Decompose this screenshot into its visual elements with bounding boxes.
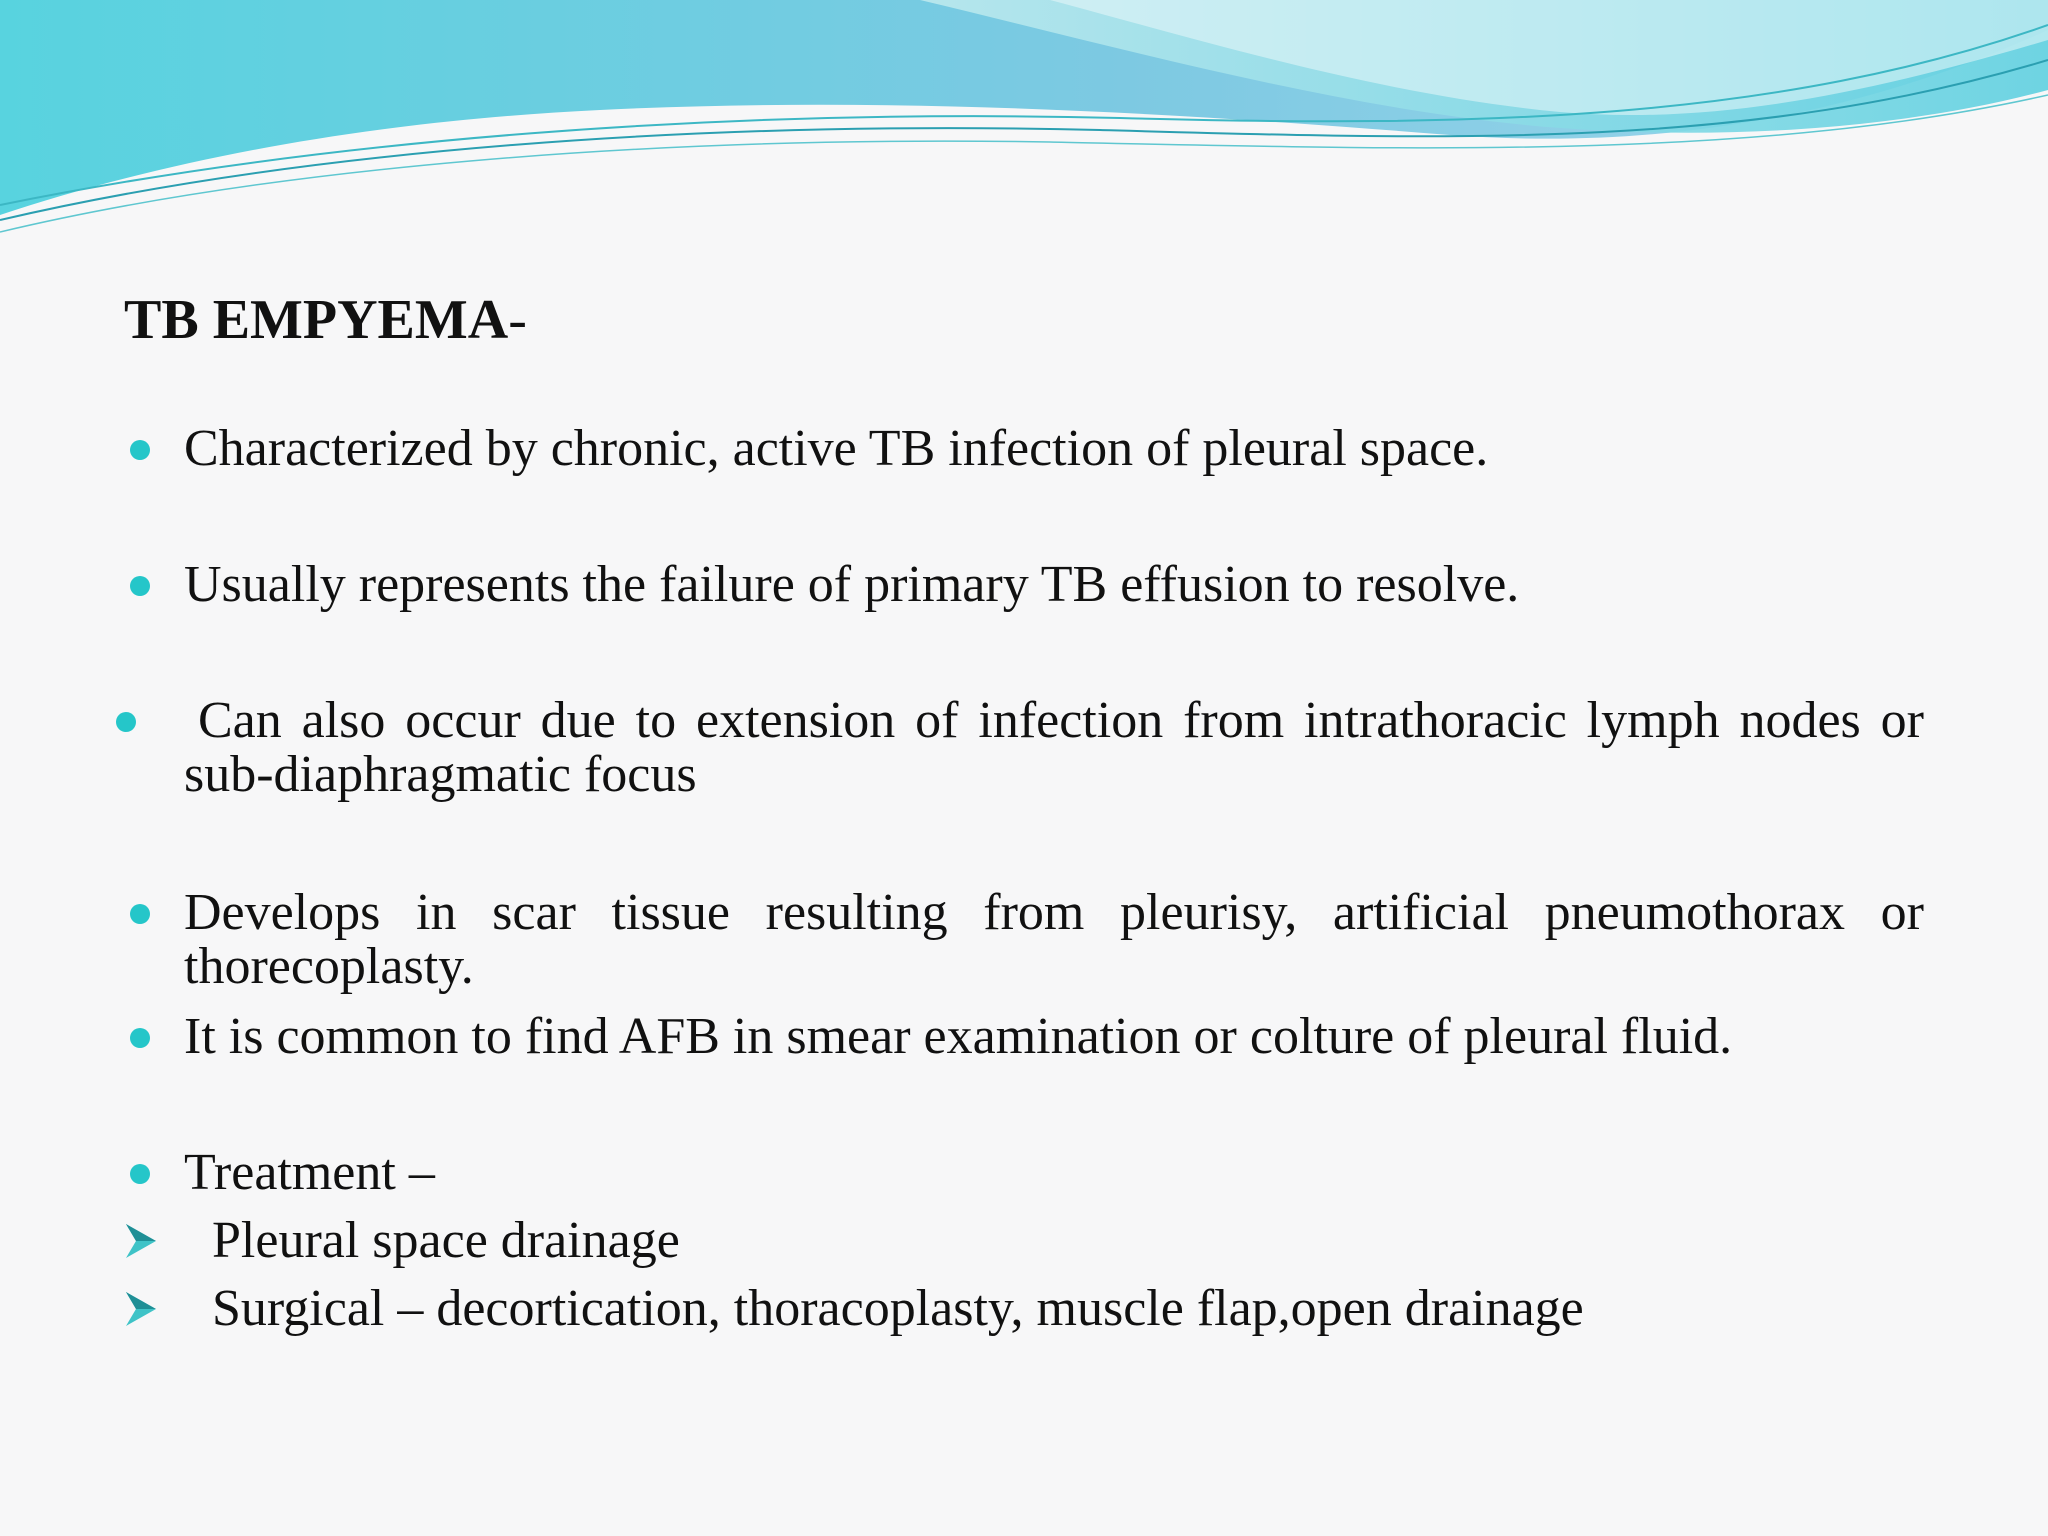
bullet-text: Treatment – (184, 1144, 435, 1201)
bullet-item-3 (184, 694, 1924, 802)
sub-bullet-text: Pleural space drainage (212, 1212, 680, 1269)
arrow-chevron-icon (124, 1290, 158, 1328)
wave-banner (0, 0, 2048, 240)
bullet-text: Can also occur due to extension of infection from intrathoracic lymph nodes or sub-diaphragmatic focus (184, 692, 1924, 803)
bullet-item-4 (184, 886, 1924, 994)
bullet-text: Develops in scar tissue resulting from pleurisy, artificial pneumothorax or thorecoplasty. (184, 884, 1924, 995)
slide-title (124, 290, 527, 352)
bullet-dot-icon (130, 440, 150, 460)
bullet-text: Characterized by chronic, active TB infection of pleural space. (184, 420, 1489, 477)
sub-bullet-item-2 (212, 1282, 1952, 1336)
arrow-chevron-icon (124, 1222, 158, 1260)
bullet-item-2 (184, 558, 1924, 612)
bullet-dot-icon (130, 1028, 150, 1048)
sub-bullet-text: Surgical – decortication, thoracoplasty, muscle flap,open drainage (212, 1280, 1584, 1337)
bullet-item-6 (184, 1146, 1924, 1200)
bullet-text: Usually represents the failure of primary TB effusion to resolve. (184, 556, 1520, 613)
bullet-dot-icon (116, 712, 136, 732)
bullet-text: It is common to find AFB in smear examination or colture of pleural fluid. (184, 1008, 1733, 1065)
slide-title-text: TB EMPYEMA (124, 289, 509, 351)
slide-title-suffix: - (508, 289, 527, 351)
bullet-dot-icon (130, 1164, 150, 1184)
sub-bullet-item-1 (212, 1214, 1952, 1268)
bullet-item-1 (184, 422, 1924, 476)
bullet-dot-icon (130, 904, 150, 924)
bullet-dot-icon (130, 576, 150, 596)
bullet-item-5 (184, 1010, 1924, 1064)
